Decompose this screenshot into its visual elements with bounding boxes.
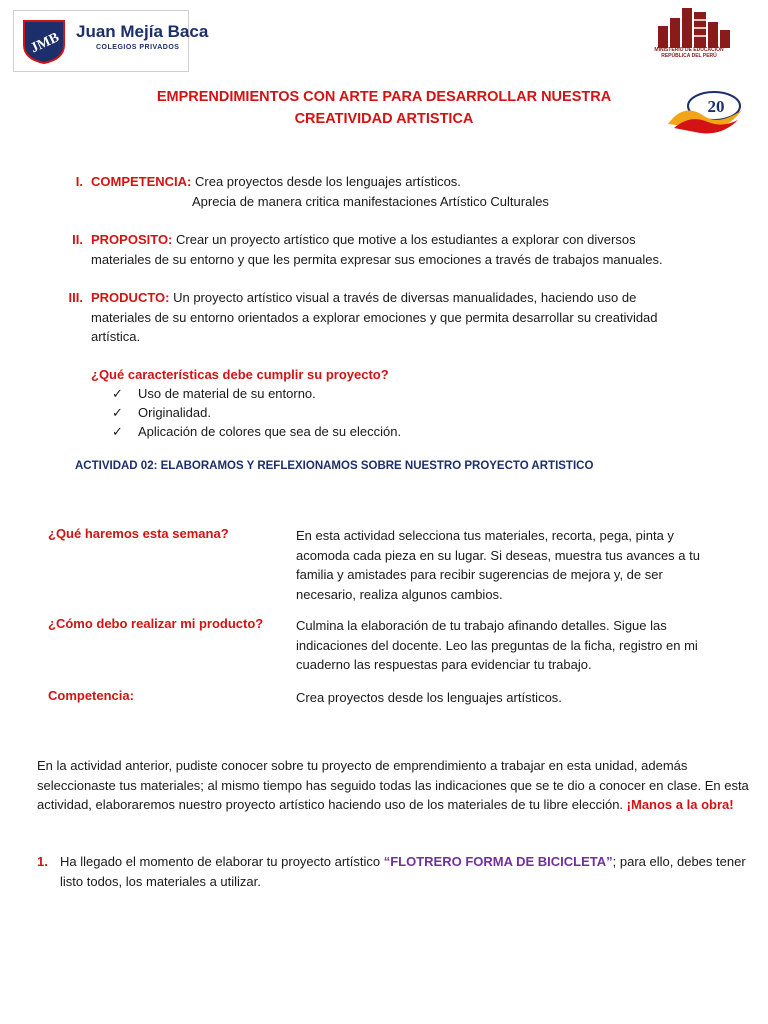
proposito-text: Crear un proyecto artístico que motive a los estudiantes a explorar con diversos materiales de su entorno y que les permita expresar sus emociones a través de trabajos manuales. (91, 232, 663, 267)
qa-answer-how: Culmina la elaboración de tu trabajo afinando detalles. Sigue las indicaciones del docente. Leo las preguntas de la ficha, registro en mi cuaderno las respuestas para evidenciar tu trabajo. (296, 618, 698, 672)
section-producto (91, 288, 681, 347)
school-subtitle: COLEGIOS PRIVADOS (96, 44, 180, 51)
section-proposito (91, 230, 681, 269)
intro-emphasis: ¡Manos a la obra! (626, 797, 734, 812)
badge-number: 20 (707, 97, 725, 116)
checkmark-icon: ✓ (112, 424, 123, 439)
section-numeral-proposito: II. (72, 232, 83, 247)
intro-paragraph: En la actividad anterior, pudiste conocer sobre tu proyecto de emprendimiento a trabajar en esta unidad, además seleccionaste tus materiales; al mismo tiempo has seguido todas las indicaciones que se te dio a conocer en clase. En esta actividad, elaboraremos nuestro proyecto artístico haciendo uso de los materiales de tu libre elección. ¡Manos a la obra! (37, 758, 749, 812)
school-crest-icon (20, 17, 68, 65)
characteristics-question: ¿Qué características debe cumplir su proyecto? (91, 367, 389, 382)
competencia-text-2: Aprecia de manera critica manifestaciones Artístico Culturales (192, 193, 549, 209)
competencia-text: Crea proyectos desde los lenguajes artísticos. (191, 174, 461, 189)
list-item: ✓ Uso de material de su entorno. (112, 384, 316, 404)
producto-label: PRODUCTO: (91, 290, 170, 305)
ministry-name: MINISTERIO DE EDUCACIÓN REPÚBLICA DEL PERÚ (654, 47, 724, 59)
list-item: ✓ Aplicación de colores que sea de su elección. (112, 422, 401, 442)
producto-text: Un proyecto artístico visual a través de diversas manualidades, haciendo uso de materiales de su entorno orientados a explorar emociones y que permita desarrollar su creatividad artística. (91, 290, 658, 344)
section-competencia (91, 172, 731, 211)
anniversary-badge-icon (664, 88, 744, 138)
checkmark-icon: ✓ (112, 386, 123, 401)
section-numeral-competencia: I. (75, 174, 83, 189)
qa-question-week: ¿Qué haremos esta semana? (48, 526, 229, 541)
step-number: 1. (37, 854, 48, 869)
section-numeral-producto: III. (68, 290, 83, 305)
ministry-logo-icon (654, 4, 732, 48)
school-initials: JMB (28, 30, 62, 57)
qa-answer-week: En esta actividad selecciona tus materiales, recorta, pega, pinta y acomoda cada pieza en su lugar. Si deseas, muestra tus avances a tu familia y amistades para recibir sugerencias de mejora y, de ser necesario, realiza algunos cambios. (296, 528, 700, 602)
school-name: Juan Mejía Baca (76, 22, 209, 41)
page-title: EMPRENDIMIENTOS CON ARTE PARA DESARROLLAR NUESTRA CREATIVIDAD ARTISTICA (156, 89, 612, 127)
school-logo (13, 10, 209, 72)
qa-question-competencia: Competencia: (48, 688, 134, 703)
activity-title: ACTIVIDAD 02: ELABORAMOS Y REFLEXIONAMOS SOBRE NUESTRO PROYECTO ARTISTICO (75, 460, 594, 472)
competencia-label: COMPETENCIA: (91, 174, 192, 189)
step-1-text: Ha llegado el momento de elaborar tu proyecto artístico “FLOTRERO FORMA DE BICICLETA”; para ello, debes tener listo todos, los materiales a utilizar. (60, 854, 746, 889)
qa-question-how: ¿Cómo debo realizar mi producto? (48, 616, 264, 631)
qa-answer-competencia: Crea proyectos desde los lenguajes artísticos. (296, 690, 562, 705)
project-name: “FLOTRERO FORMA DE BICICLETA” (383, 854, 613, 869)
list-item: ✓ Originalidad. (112, 403, 211, 423)
proposito-label: PROPOSITO: (91, 232, 173, 247)
checkmark-icon: ✓ (112, 405, 123, 420)
